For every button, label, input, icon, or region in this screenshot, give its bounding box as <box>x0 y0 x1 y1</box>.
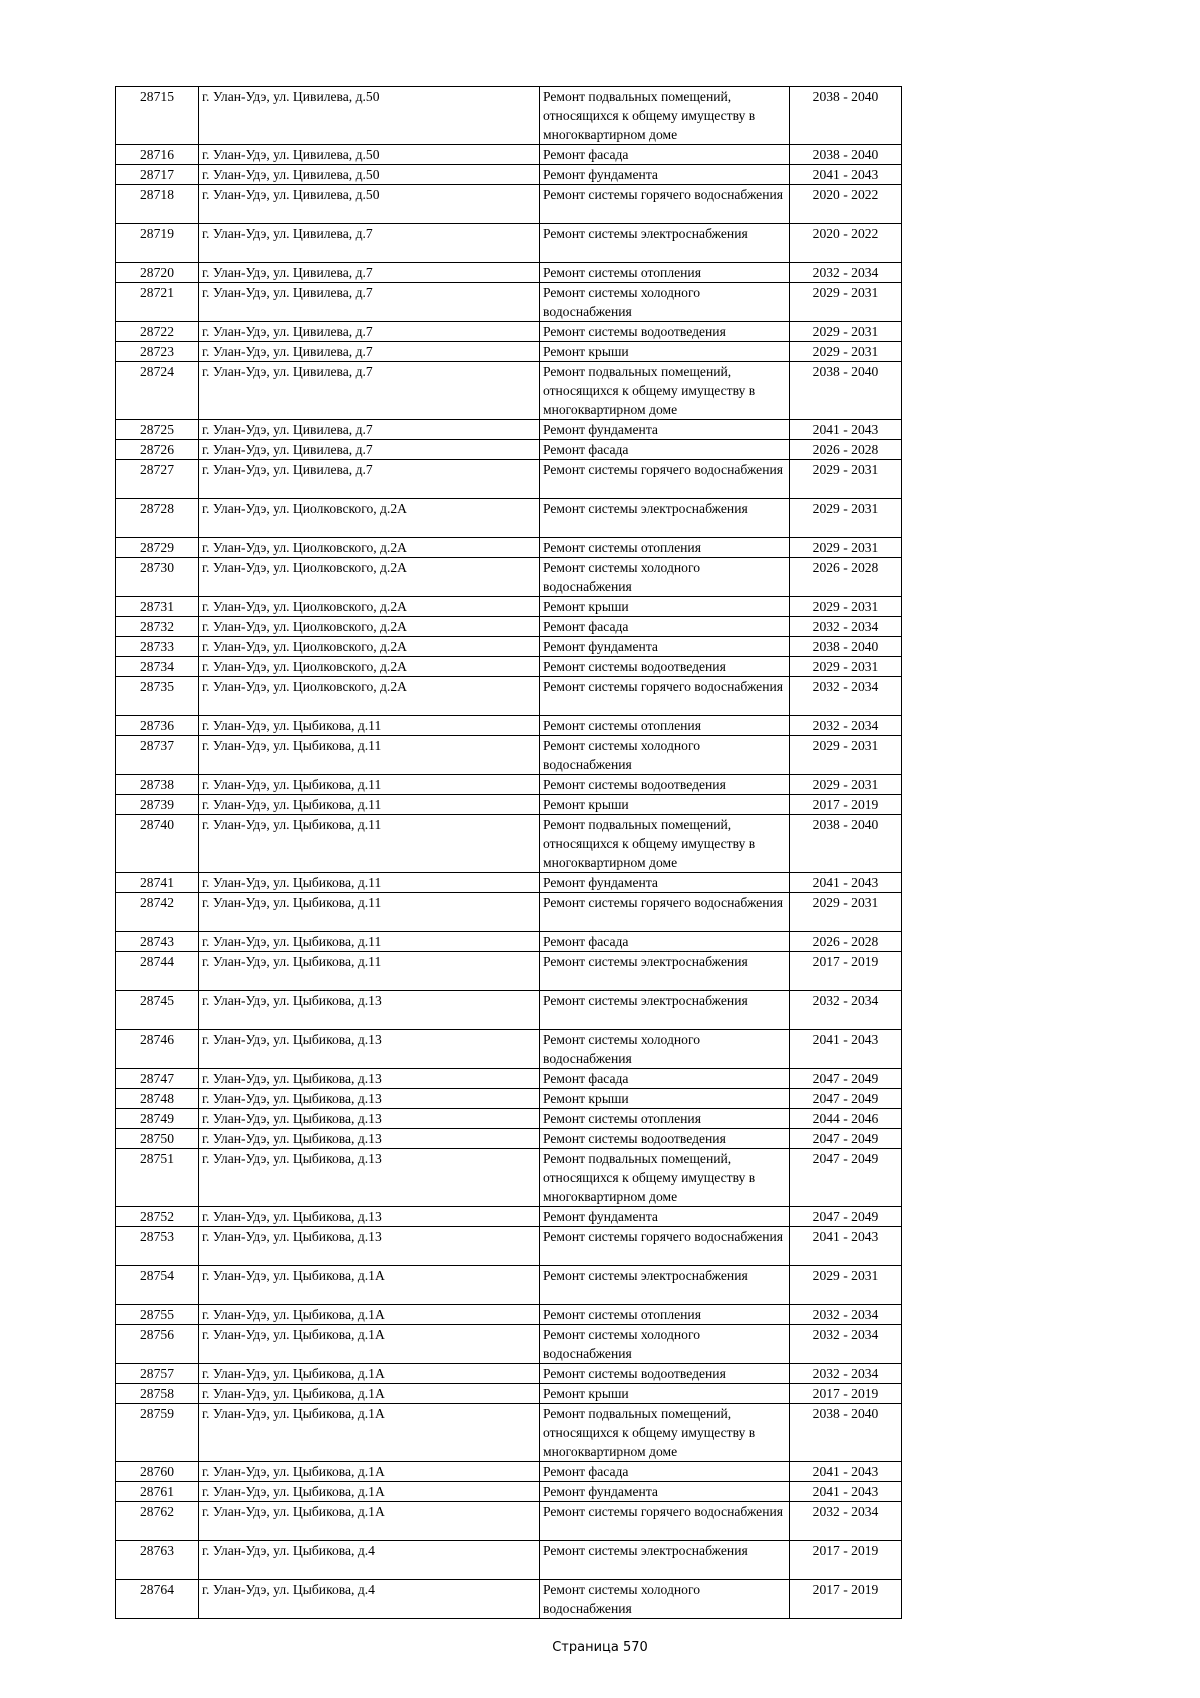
table-row <box>116 185 902 224</box>
address-cell: г. Улан-Удэ, ул. Циолковского, д.2А <box>199 597 540 617</box>
table-row <box>116 558 902 597</box>
period-cell: 2029 - 2031 <box>790 736 902 775</box>
table-row <box>116 637 902 657</box>
address-cell: г. Улан-Удэ, ул. Цыбикова, д.4 <box>199 1580 540 1619</box>
period-cell: 2017 - 2019 <box>790 1580 902 1619</box>
address-cell: г. Улан-Удэ, ул. Цыбикова, д.11 <box>199 716 540 736</box>
row-number-cell: 28720 <box>116 263 199 283</box>
work-type-cell: Ремонт системы отопления <box>540 716 790 736</box>
period-cell: 2041 - 2043 <box>790 1482 902 1502</box>
row-number-cell: 28743 <box>116 932 199 952</box>
address-cell: г. Улан-Удэ, ул. Цивилева, д.7 <box>199 283 540 322</box>
work-type-cell: Ремонт системы горячего водоснабжения <box>540 1227 790 1266</box>
period-cell: 2047 - 2049 <box>790 1149 902 1207</box>
address-cell: г. Улан-Удэ, ул. Циолковского, д.2А <box>199 677 540 716</box>
address-cell: г. Улан-Удэ, ул. Цыбикова, д.1А <box>199 1364 540 1384</box>
address-cell: г. Улан-Удэ, ул. Циолковского, д.2А <box>199 617 540 637</box>
period-cell: 2017 - 2019 <box>790 952 902 991</box>
address-cell: г. Улан-Удэ, ул. Цыбикова, д.1А <box>199 1502 540 1541</box>
address-cell: г. Улан-Удэ, ул. Цыбикова, д.13 <box>199 1069 540 1089</box>
work-type-cell: Ремонт подвальных помещений, относящихся к общему имуществу в многоквартирном доме <box>540 362 790 420</box>
row-number-cell: 28724 <box>116 362 199 420</box>
period-cell: 2017 - 2019 <box>790 1384 902 1404</box>
address-cell: г. Улан-Удэ, ул. Цивилева, д.7 <box>199 263 540 283</box>
period-cell: 2032 - 2034 <box>790 991 902 1030</box>
row-number-cell: 28715 <box>116 87 199 145</box>
work-type-cell: Ремонт системы водоотведения <box>540 775 790 795</box>
address-cell: г. Улан-Удэ, ул. Цивилева, д.50 <box>199 165 540 185</box>
period-cell: 2041 - 2043 <box>790 420 902 440</box>
row-number-cell: 28753 <box>116 1227 199 1266</box>
work-type-cell: Ремонт фасада <box>540 440 790 460</box>
table-row <box>116 224 902 263</box>
work-type-cell: Ремонт крыши <box>540 795 790 815</box>
row-number-cell: 28746 <box>116 1030 199 1069</box>
work-type-cell: Ремонт системы холодного водоснабжения <box>540 558 790 597</box>
work-type-cell: Ремонт фундамента <box>540 873 790 893</box>
period-cell: 2017 - 2019 <box>790 1541 902 1580</box>
table-row <box>116 1482 902 1502</box>
work-type-cell: Ремонт системы отопления <box>540 1305 790 1325</box>
address-cell: г. Улан-Удэ, ул. Цыбикова, д.11 <box>199 815 540 873</box>
address-cell: г. Улан-Удэ, ул. Цыбикова, д.13 <box>199 1109 540 1129</box>
row-number-cell: 28758 <box>116 1384 199 1404</box>
period-cell: 2038 - 2040 <box>790 145 902 165</box>
work-type-cell: Ремонт системы электроснабжения <box>540 1266 790 1305</box>
table-row <box>116 617 902 637</box>
period-cell: 2029 - 2031 <box>790 499 902 538</box>
period-cell: 2047 - 2049 <box>790 1129 902 1149</box>
table-row <box>116 1325 902 1364</box>
work-type-cell: Ремонт фундамента <box>540 165 790 185</box>
table-row <box>116 538 902 558</box>
table-row <box>116 362 902 420</box>
work-type-cell: Ремонт фасада <box>540 617 790 637</box>
row-number-cell: 28729 <box>116 538 199 558</box>
row-number-cell: 28747 <box>116 1069 199 1089</box>
row-number-cell: 28727 <box>116 460 199 499</box>
period-cell: 2029 - 2031 <box>790 597 902 617</box>
table-row <box>116 736 902 775</box>
table-row <box>116 1404 902 1462</box>
address-cell: г. Улан-Удэ, ул. Цыбикова, д.13 <box>199 1207 540 1227</box>
table-row <box>116 1129 902 1149</box>
address-cell: г. Улан-Удэ, ул. Цыбикова, д.11 <box>199 873 540 893</box>
row-number-cell: 28722 <box>116 322 199 342</box>
address-cell: г. Улан-Удэ, ул. Циолковского, д.2А <box>199 538 540 558</box>
period-cell: 2020 - 2022 <box>790 224 902 263</box>
row-number-cell: 28740 <box>116 815 199 873</box>
table-row <box>116 1384 902 1404</box>
table-row <box>116 145 902 165</box>
row-number-cell: 28756 <box>116 1325 199 1364</box>
work-type-cell: Ремонт системы горячего водоснабжения <box>540 185 790 224</box>
work-type-cell: Ремонт фундамента <box>540 420 790 440</box>
table-row <box>116 873 902 893</box>
row-number-cell: 28741 <box>116 873 199 893</box>
period-cell: 2026 - 2028 <box>790 558 902 597</box>
row-number-cell: 28735 <box>116 677 199 716</box>
period-cell: 2032 - 2034 <box>790 1502 902 1541</box>
work-type-cell: Ремонт системы отопления <box>540 1109 790 1129</box>
table-row <box>116 322 902 342</box>
work-type-cell: Ремонт системы горячего водоснабжения <box>540 460 790 499</box>
work-type-cell: Ремонт системы водоотведения <box>540 1129 790 1149</box>
table-row <box>116 420 902 440</box>
period-cell: 2017 - 2019 <box>790 795 902 815</box>
period-cell: 2026 - 2028 <box>790 932 902 952</box>
row-number-cell: 28737 <box>116 736 199 775</box>
table-row <box>116 716 902 736</box>
period-cell: 2038 - 2040 <box>790 87 902 145</box>
work-type-cell: Ремонт подвальных помещений, относящихся к общему имуществу в многоквартирном доме <box>540 1149 790 1207</box>
period-cell: 2020 - 2022 <box>790 185 902 224</box>
work-type-cell: Ремонт системы горячего водоснабжения <box>540 893 790 932</box>
work-type-cell: Ремонт подвальных помещений, относящихся к общему имуществу в многоквартирном доме <box>540 815 790 873</box>
work-type-cell: Ремонт крыши <box>540 1089 790 1109</box>
row-number-cell: 28750 <box>116 1129 199 1149</box>
address-cell: г. Улан-Удэ, ул. Цыбикова, д.11 <box>199 932 540 952</box>
work-type-cell: Ремонт системы холодного водоснабжения <box>540 1580 790 1619</box>
row-number-cell: 28748 <box>116 1089 199 1109</box>
work-type-cell: Ремонт фасада <box>540 1462 790 1482</box>
table-row <box>116 775 902 795</box>
work-type-cell: Ремонт крыши <box>540 1384 790 1404</box>
table-row <box>116 1462 902 1482</box>
table-row <box>116 815 902 873</box>
row-number-cell: 28763 <box>116 1541 199 1580</box>
address-cell: г. Улан-Удэ, ул. Циолковского, д.2А <box>199 657 540 677</box>
row-number-cell: 28745 <box>116 991 199 1030</box>
work-type-cell: Ремонт системы водоотведения <box>540 657 790 677</box>
period-cell: 2026 - 2028 <box>790 440 902 460</box>
work-type-cell: Ремонт фасада <box>540 145 790 165</box>
period-cell: 2041 - 2043 <box>790 873 902 893</box>
table-row <box>116 263 902 283</box>
period-cell: 2047 - 2049 <box>790 1089 902 1109</box>
table-row <box>116 499 902 538</box>
work-type-cell: Ремонт подвальных помещений, относящихся к общему имуществу в многоквартирном доме <box>540 87 790 145</box>
row-number-cell: 28734 <box>116 657 199 677</box>
period-cell: 2032 - 2034 <box>790 1305 902 1325</box>
period-cell: 2032 - 2034 <box>790 677 902 716</box>
address-cell: г. Улан-Удэ, ул. Цыбикова, д.4 <box>199 1541 540 1580</box>
period-cell: 2029 - 2031 <box>790 460 902 499</box>
period-cell: 2029 - 2031 <box>790 657 902 677</box>
row-number-cell: 28738 <box>116 775 199 795</box>
row-number-cell: 28717 <box>116 165 199 185</box>
period-cell: 2029 - 2031 <box>790 538 902 558</box>
period-cell: 2029 - 2031 <box>790 893 902 932</box>
row-number-cell: 28730 <box>116 558 199 597</box>
period-cell: 2038 - 2040 <box>790 815 902 873</box>
address-cell: г. Улан-Удэ, ул. Цивилева, д.50 <box>199 87 540 145</box>
row-number-cell: 28719 <box>116 224 199 263</box>
address-cell: г. Улан-Удэ, ул. Цыбикова, д.13 <box>199 1089 540 1109</box>
work-type-cell: Ремонт крыши <box>540 597 790 617</box>
row-number-cell: 28716 <box>116 145 199 165</box>
address-cell: г. Улан-Удэ, ул. Цивилева, д.50 <box>199 145 540 165</box>
work-type-cell: Ремонт системы холодного водоснабжения <box>540 1030 790 1069</box>
address-cell: г. Улан-Удэ, ул. Цивилева, д.7 <box>199 440 540 460</box>
row-number-cell: 28718 <box>116 185 199 224</box>
address-cell: г. Улан-Удэ, ул. Цыбикова, д.1А <box>199 1266 540 1305</box>
period-cell: 2038 - 2040 <box>790 637 902 657</box>
address-cell: г. Улан-Удэ, ул. Цивилева, д.50 <box>199 185 540 224</box>
period-cell: 2029 - 2031 <box>790 775 902 795</box>
row-number-cell: 28761 <box>116 1482 199 1502</box>
address-cell: г. Улан-Удэ, ул. Цыбикова, д.11 <box>199 952 540 991</box>
period-cell: 2041 - 2043 <box>790 1227 902 1266</box>
table-row <box>116 87 902 145</box>
table-row <box>116 795 902 815</box>
work-type-cell: Ремонт системы электроснабжения <box>540 224 790 263</box>
address-cell: г. Улан-Удэ, ул. Цыбикова, д.13 <box>199 1149 540 1207</box>
table-row <box>116 597 902 617</box>
address-cell: г. Улан-Удэ, ул. Цыбикова, д.1А <box>199 1482 540 1502</box>
work-type-cell: Ремонт системы водоотведения <box>540 1364 790 1384</box>
table-row <box>116 1030 902 1069</box>
work-type-cell: Ремонт системы холодного водоснабжения <box>540 283 790 322</box>
period-cell: 2047 - 2049 <box>790 1069 902 1089</box>
table-row <box>116 1227 902 1266</box>
period-cell: 2032 - 2034 <box>790 617 902 637</box>
table-row <box>116 1541 902 1580</box>
period-cell: 2029 - 2031 <box>790 283 902 322</box>
work-type-cell: Ремонт системы холодного водоснабжения <box>540 1325 790 1364</box>
table-row <box>116 1089 902 1109</box>
row-number-cell: 28757 <box>116 1364 199 1384</box>
work-type-cell: Ремонт системы электроснабжения <box>540 991 790 1030</box>
table-row <box>116 1305 902 1325</box>
period-cell: 2029 - 2031 <box>790 342 902 362</box>
table-row <box>116 440 902 460</box>
work-type-cell: Ремонт фундамента <box>540 637 790 657</box>
table-row <box>116 1580 902 1619</box>
row-number-cell: 28725 <box>116 420 199 440</box>
address-cell: г. Улан-Удэ, ул. Цыбикова, д.1А <box>199 1462 540 1482</box>
table-row <box>116 1266 902 1305</box>
period-cell: 2032 - 2034 <box>790 1364 902 1384</box>
page-number: Страница 570 <box>552 1640 648 1655</box>
table-body <box>116 87 902 1619</box>
period-cell: 2038 - 2040 <box>790 362 902 420</box>
table-row <box>116 460 902 499</box>
work-type-cell: Ремонт крыши <box>540 342 790 362</box>
row-number-cell: 28732 <box>116 617 199 637</box>
row-number-cell: 28744 <box>116 952 199 991</box>
row-number-cell: 28749 <box>116 1109 199 1129</box>
address-cell: г. Улан-Удэ, ул. Цыбикова, д.13 <box>199 1227 540 1266</box>
address-cell: г. Улан-Удэ, ул. Цыбикова, д.13 <box>199 991 540 1030</box>
address-cell: г. Улан-Удэ, ул. Цивилева, д.7 <box>199 342 540 362</box>
row-number-cell: 28733 <box>116 637 199 657</box>
work-type-cell: Ремонт фасада <box>540 932 790 952</box>
table-row <box>116 342 902 362</box>
address-cell: г. Улан-Удэ, ул. Цыбикова, д.1А <box>199 1404 540 1462</box>
row-number-cell: 28759 <box>116 1404 199 1462</box>
address-cell: г. Улан-Удэ, ул. Цыбикова, д.1А <box>199 1384 540 1404</box>
address-cell: г. Улан-Удэ, ул. Циолковского, д.2А <box>199 558 540 597</box>
address-cell: г. Улан-Удэ, ул. Цыбикова, д.1А <box>199 1325 540 1364</box>
row-number-cell: 28721 <box>116 283 199 322</box>
work-type-cell: Ремонт системы электроснабжения <box>540 499 790 538</box>
work-type-cell: Ремонт фундамента <box>540 1207 790 1227</box>
work-type-cell: Ремонт системы отопления <box>540 538 790 558</box>
table-row <box>116 1069 902 1089</box>
row-number-cell: 28752 <box>116 1207 199 1227</box>
table-row <box>116 677 902 716</box>
table-row <box>116 165 902 185</box>
table-row <box>116 283 902 322</box>
table-row <box>116 932 902 952</box>
period-cell: 2041 - 2043 <box>790 1462 902 1482</box>
period-cell: 2041 - 2043 <box>790 1030 902 1069</box>
address-cell: г. Улан-Удэ, ул. Циолковского, д.2А <box>199 499 540 538</box>
address-cell: г. Улан-Удэ, ул. Цыбикова, д.11 <box>199 795 540 815</box>
address-cell: г. Улан-Удэ, ул. Цыбикова, д.11 <box>199 736 540 775</box>
period-cell: 2029 - 2031 <box>790 322 902 342</box>
repair-schedule-table <box>115 86 902 1619</box>
work-type-cell: Ремонт системы водоотведения <box>540 322 790 342</box>
address-cell: г. Улан-Удэ, ул. Цыбикова, д.1А <box>199 1305 540 1325</box>
row-number-cell: 28739 <box>116 795 199 815</box>
work-type-cell: Ремонт фундамента <box>540 1482 790 1502</box>
row-number-cell: 28755 <box>116 1305 199 1325</box>
work-type-cell: Ремонт подвальных помещений, относящихся к общему имуществу в многоквартирном доме <box>540 1404 790 1462</box>
period-cell: 2029 - 2031 <box>790 1266 902 1305</box>
row-number-cell: 28760 <box>116 1462 199 1482</box>
address-cell: г. Улан-Удэ, ул. Цыбикова, д.11 <box>199 775 540 795</box>
row-number-cell: 28764 <box>116 1580 199 1619</box>
work-type-cell: Ремонт системы отопления <box>540 263 790 283</box>
table-row <box>116 1364 902 1384</box>
address-cell: г. Улан-Удэ, ул. Цыбикова, д.13 <box>199 1030 540 1069</box>
address-cell: г. Улан-Удэ, ул. Циолковского, д.2А <box>199 637 540 657</box>
period-cell: 2047 - 2049 <box>790 1207 902 1227</box>
work-type-cell: Ремонт системы электроснабжения <box>540 1541 790 1580</box>
period-cell: 2044 - 2046 <box>790 1109 902 1129</box>
period-cell: 2032 - 2034 <box>790 1325 902 1364</box>
table-row <box>116 657 902 677</box>
work-type-cell: Ремонт фасада <box>540 1069 790 1089</box>
work-type-cell: Ремонт системы электроснабжения <box>540 952 790 991</box>
row-number-cell: 28762 <box>116 1502 199 1541</box>
period-cell: 2038 - 2040 <box>790 1404 902 1462</box>
table-row <box>116 1149 902 1207</box>
period-cell: 2032 - 2034 <box>790 716 902 736</box>
address-cell: г. Улан-Удэ, ул. Цыбикова, д.11 <box>199 893 540 932</box>
address-cell: г. Улан-Удэ, ул. Цивилева, д.7 <box>199 420 540 440</box>
work-type-cell: Ремонт системы горячего водоснабжения <box>540 1502 790 1541</box>
table-row <box>116 952 902 991</box>
table-row <box>116 1207 902 1227</box>
address-cell: г. Улан-Удэ, ул. Цивилева, д.7 <box>199 224 540 263</box>
address-cell: г. Улан-Удэ, ул. Цивилева, д.7 <box>199 460 540 499</box>
row-number-cell: 28736 <box>116 716 199 736</box>
address-cell: г. Улан-Удэ, ул. Цивилева, д.7 <box>199 362 540 420</box>
row-number-cell: 28726 <box>116 440 199 460</box>
table-row <box>116 991 902 1030</box>
work-type-cell: Ремонт системы холодного водоснабжения <box>540 736 790 775</box>
row-number-cell: 28728 <box>116 499 199 538</box>
row-number-cell: 28742 <box>116 893 199 932</box>
period-cell: 2032 - 2034 <box>790 263 902 283</box>
row-number-cell: 28754 <box>116 1266 199 1305</box>
row-number-cell: 28723 <box>116 342 199 362</box>
address-cell: г. Улан-Удэ, ул. Цивилева, д.7 <box>199 322 540 342</box>
period-cell: 2041 - 2043 <box>790 165 902 185</box>
row-number-cell: 28751 <box>116 1149 199 1207</box>
table-row <box>116 893 902 932</box>
work-type-cell: Ремонт системы горячего водоснабжения <box>540 677 790 716</box>
table-row <box>116 1109 902 1129</box>
address-cell: г. Улан-Удэ, ул. Цыбикова, д.13 <box>199 1129 540 1149</box>
row-number-cell: 28731 <box>116 597 199 617</box>
table-row <box>116 1502 902 1541</box>
